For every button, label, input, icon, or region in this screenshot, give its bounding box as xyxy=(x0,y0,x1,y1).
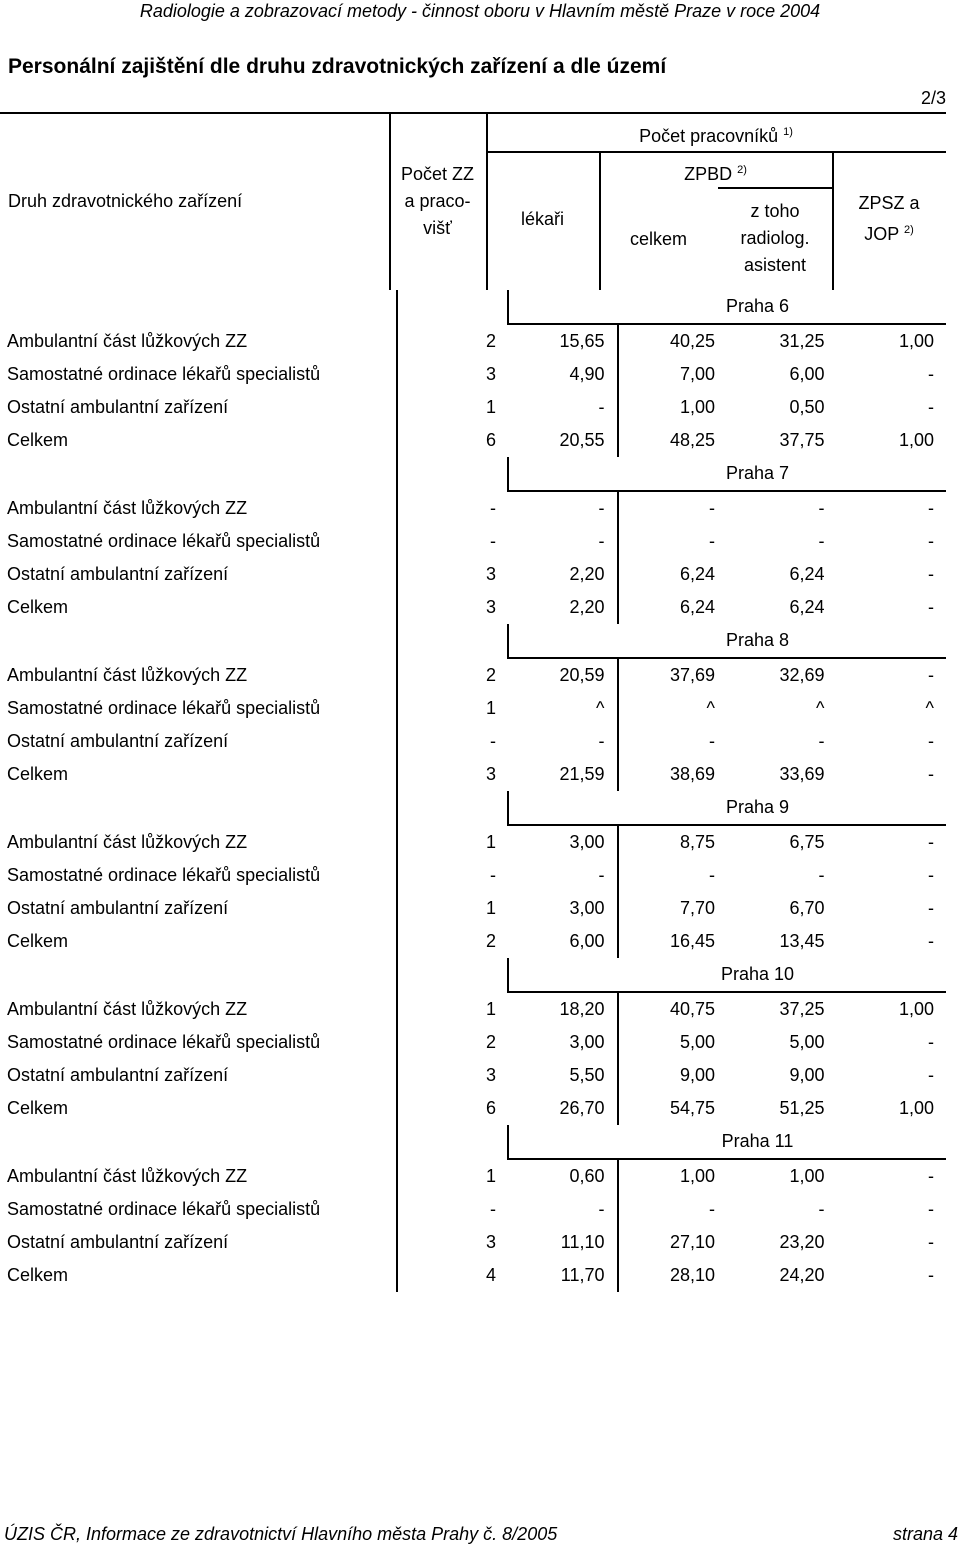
table-row xyxy=(0,859,946,892)
facility-type-cell: Ostatní ambulantní zařízení xyxy=(7,1065,229,1085)
facility-count-cell: 6 xyxy=(397,424,508,457)
facility-count-cell: 2 xyxy=(397,925,508,958)
table-row xyxy=(0,491,946,525)
zpsz-cell: 1,00 xyxy=(898,331,934,351)
zpsz-cell: - xyxy=(928,531,934,551)
zpbd-radiology-cell: ^ xyxy=(816,698,825,718)
doctors-cell: 2,20 xyxy=(569,564,605,584)
section-spacer xyxy=(397,1125,508,1159)
zpbd-total-cell: 40,75 xyxy=(618,992,728,1026)
table-row xyxy=(0,992,946,1026)
table-row xyxy=(0,692,946,725)
facility-count-cell: 3 xyxy=(397,591,508,624)
table-row xyxy=(0,1226,946,1259)
zpsz-cell: - xyxy=(928,1032,934,1052)
facility-count-cell: - xyxy=(397,1193,508,1226)
facility-type-cell: Celkem xyxy=(7,764,69,784)
section-title: Praha 11 xyxy=(508,1125,946,1159)
facility-type-cell: Samostatné ordinace lékařů specialistů xyxy=(7,865,321,885)
col-header-radiology-line1: z toho xyxy=(750,201,800,221)
page-title: Personální zajištění dle druhu zdravotnických zařízení a dle území xyxy=(8,55,667,78)
zpsz-cell: - xyxy=(928,498,934,518)
section-title: Praha 7 xyxy=(508,457,946,491)
facility-type-cell: Ambulantní část lůžkových ZZ xyxy=(7,330,248,351)
zpsz-cell: - xyxy=(928,564,934,584)
footer-source: ÚZIS ČR, Informace ze zdravotnictví Hlavního města Prahy č. 8/2005 xyxy=(4,1524,558,1544)
facility-type-cell: Ambulantní část lůžkových ZZ xyxy=(7,664,248,685)
section-spacer xyxy=(0,1125,397,1159)
zpbd-radiology-cell: - xyxy=(818,1199,825,1219)
section-spacer xyxy=(397,958,508,992)
zpbd-total-cell: 5,00 xyxy=(618,1026,728,1059)
table-body xyxy=(0,290,946,1292)
zpbd-total-cell: 48,25 xyxy=(618,424,728,457)
section-title: Praha 8 xyxy=(508,624,946,658)
table-row xyxy=(0,1059,946,1092)
col-header-count-line3: višť xyxy=(423,218,452,238)
doctors-cell: 4,90 xyxy=(569,364,605,384)
zpsz-cell: - xyxy=(928,898,934,918)
col-header-radiology-line3: asistent xyxy=(743,255,807,275)
zpbd-radiology-cell: 31,25 xyxy=(779,331,825,351)
zpbd-total-cell: - xyxy=(618,491,728,525)
col-header-count xyxy=(389,161,486,242)
facility-count-cell: 4 xyxy=(397,1259,508,1292)
zpbd-total-cell: ^ xyxy=(618,692,728,725)
doctors-cell: - xyxy=(598,531,605,551)
zpbd-total-cell: - xyxy=(618,1193,728,1226)
footnote-ref: 2) xyxy=(903,224,914,236)
title-rule xyxy=(0,112,946,114)
doctors-cell: 2,20 xyxy=(569,597,605,617)
doctors-cell: 6,00 xyxy=(569,931,605,951)
section-spacer xyxy=(397,457,508,491)
zpbd-radiology-cell: 6,24 xyxy=(789,597,825,617)
section-header-row xyxy=(0,457,946,491)
facility-type-cell: Ambulantní část lůžkových ZZ xyxy=(7,831,248,852)
facility-count-cell: 2 xyxy=(397,658,508,692)
facility-count-cell: - xyxy=(397,725,508,758)
doctors-cell: - xyxy=(598,731,605,751)
facility-type-cell: Samostatné ordinace lékařů specialistů xyxy=(7,1032,321,1052)
zpbd-radiology-cell: 51,25 xyxy=(779,1098,825,1118)
col-header-zpsz-label: JOP xyxy=(864,224,899,244)
zpbd-radiology-cell: 13,45 xyxy=(779,931,825,951)
col-header-zpbd-label: ZPBD xyxy=(684,164,733,184)
facility-count-cell: - xyxy=(397,491,508,525)
facility-type-cell: Ostatní ambulantní zařízení xyxy=(7,397,229,417)
facility-type-cell: Ostatní ambulantní zařízení xyxy=(7,1232,229,1252)
table-row xyxy=(0,391,946,424)
facility-type-cell: Celkem xyxy=(7,1265,69,1285)
table-row xyxy=(0,1259,946,1292)
zpbd-radiology-cell: 6,75 xyxy=(789,832,825,852)
zpsz-cell: - xyxy=(928,364,934,384)
zpbd-total-cell: - xyxy=(618,725,728,758)
facility-type-cell: Celkem xyxy=(7,597,69,617)
facility-type-cell: Ostatní ambulantní zařízení xyxy=(7,731,229,751)
zpbd-radiology-cell: - xyxy=(818,498,825,518)
zpsz-cell: - xyxy=(928,1232,934,1252)
doctors-cell: 21,59 xyxy=(559,764,605,784)
zpbd-radiology-cell: 24,20 xyxy=(779,1265,825,1285)
zpsz-cell: - xyxy=(928,665,934,685)
footnote-ref: 1) xyxy=(783,126,793,138)
col-header-zpsz xyxy=(832,190,946,248)
table-row xyxy=(0,725,946,758)
zpsz-cell: - xyxy=(928,597,934,617)
header-rule xyxy=(486,151,946,153)
facility-type-cell: Celkem xyxy=(7,931,69,951)
section-spacer xyxy=(0,457,397,491)
table-row xyxy=(0,892,946,925)
zpbd-total-cell: 1,00 xyxy=(618,391,728,424)
col-header-workers xyxy=(486,119,946,150)
facility-count-cell: 3 xyxy=(397,558,508,591)
zpbd-radiology-cell: 6,00 xyxy=(789,364,825,384)
zpbd-radiology-cell: - xyxy=(818,731,825,751)
facility-count-cell: 2 xyxy=(397,324,508,358)
col-header-radiology-line2: radiolog. xyxy=(740,228,810,248)
doctors-cell: 0,60 xyxy=(569,1166,605,1186)
section-spacer xyxy=(0,290,397,324)
zpbd-radiology-cell: 9,00 xyxy=(789,1065,825,1085)
zpbd-radiology-cell: - xyxy=(818,531,825,551)
doctors-cell: 3,00 xyxy=(569,1032,605,1052)
doctors-cell: - xyxy=(598,397,605,417)
zpsz-cell: 1,00 xyxy=(898,1098,934,1118)
facility-type-cell: Samostatné ordinace lékařů specialistů xyxy=(7,531,321,551)
table-row xyxy=(0,424,946,457)
zpsz-cell: - xyxy=(928,1265,934,1285)
zpsz-cell: - xyxy=(928,832,934,852)
facility-count-cell: 1 xyxy=(397,1159,508,1193)
zpbd-total-cell: 7,70 xyxy=(618,892,728,925)
zpsz-cell: - xyxy=(928,764,934,784)
col-header-count-line1: Počet ZZ xyxy=(400,164,475,184)
facility-type-cell: Ambulantní část lůžkových ZZ xyxy=(7,1165,248,1186)
zpbd-total-cell: 16,45 xyxy=(618,925,728,958)
section-spacer xyxy=(0,624,397,658)
facility-type-cell: Samostatné ordinace lékařů specialistů xyxy=(7,1199,321,1219)
facility-type-cell: Celkem xyxy=(7,430,69,450)
zpbd-total-cell: 38,69 xyxy=(618,758,728,791)
facility-type-cell: Samostatné ordinace lékařů specialistů xyxy=(7,364,321,384)
facility-count-cell: 3 xyxy=(397,1226,508,1259)
zpbd-radiology-cell: 5,00 xyxy=(789,1032,825,1052)
section-header-row xyxy=(0,624,946,658)
zpbd-total-cell: 37,69 xyxy=(618,658,728,692)
table-row xyxy=(0,1092,946,1125)
table-row xyxy=(0,925,946,958)
zpbd-total-cell: 6,24 xyxy=(618,558,728,591)
zpbd-radiology-cell: 23,20 xyxy=(779,1232,825,1252)
facility-count-cell: - xyxy=(397,859,508,892)
section-spacer xyxy=(397,624,508,658)
section-header-row xyxy=(0,958,946,992)
table-row xyxy=(0,825,946,859)
facility-count-cell: 3 xyxy=(397,1059,508,1092)
table-row xyxy=(0,1159,946,1193)
doctors-cell: 11,70 xyxy=(560,1265,605,1285)
zpsz-cell: 1,00 xyxy=(898,430,934,450)
zpsz-cell: 1,00 xyxy=(898,999,934,1019)
doctors-cell: 20,55 xyxy=(559,430,605,450)
zpsz-cell: ^ xyxy=(925,698,934,718)
section-spacer xyxy=(397,791,508,825)
doctors-cell: ^ xyxy=(596,698,605,718)
zpbd-total-cell: 9,00 xyxy=(618,1059,728,1092)
facility-count-cell: 3 xyxy=(397,358,508,391)
table-row xyxy=(0,1193,946,1226)
zpbd-radiology-cell: 6,70 xyxy=(789,898,825,918)
table-row xyxy=(0,758,946,791)
facility-type-cell: Ostatní ambulantní zařízení xyxy=(7,898,229,918)
doctors-cell: 3,00 xyxy=(569,898,605,918)
zpsz-cell: - xyxy=(928,1199,934,1219)
section-header-row xyxy=(0,290,946,324)
col-header-zpsz-line1: ZPSZ a xyxy=(858,193,920,213)
col-header-workers-label: Počet pracovníků xyxy=(639,126,779,146)
doctors-cell: - xyxy=(598,498,605,518)
zpsz-cell: - xyxy=(928,865,934,885)
zpsz-cell: - xyxy=(928,397,934,417)
section-spacer xyxy=(0,791,397,825)
doctors-cell: 20,59 xyxy=(559,665,605,685)
col-header-type: Druh zdravotnického zařízení xyxy=(8,191,243,211)
zpbd-total-cell: - xyxy=(618,525,728,558)
section-spacer xyxy=(397,290,508,324)
section-title: Praha 10 xyxy=(508,958,946,992)
table-row xyxy=(0,525,946,558)
running-header: Radiologie a zobrazovací metody - činnost oboru v Hlavním městě Praze v roce 2004 xyxy=(139,1,821,21)
facility-count-cell: 1 xyxy=(397,692,508,725)
facility-count-cell: 1 xyxy=(397,992,508,1026)
col-header-doctors: lékaři xyxy=(520,209,564,229)
section-header-row xyxy=(0,791,946,825)
table-row xyxy=(0,591,946,624)
facility-count-cell: 2 xyxy=(397,1026,508,1059)
section-title: Praha 6 xyxy=(508,290,946,324)
zpbd-radiology-cell: 33,69 xyxy=(779,764,825,784)
facility-type-cell: Ambulantní část lůžkových ZZ xyxy=(7,497,248,518)
doctors-cell: 18,20 xyxy=(559,999,605,1019)
zpbd-radiology-cell: - xyxy=(818,865,825,885)
facility-count-cell: 1 xyxy=(397,892,508,925)
zpbd-total-cell: 27,10 xyxy=(618,1226,728,1259)
page-label: 2/3 xyxy=(920,88,946,108)
facility-type-cell: Ostatní ambulantní zařízení xyxy=(7,564,229,584)
facility-count-cell: 1 xyxy=(397,825,508,859)
section-spacer xyxy=(0,958,397,992)
footer-page-number: strana 4 xyxy=(892,1524,958,1544)
section-title: Praha 9 xyxy=(508,791,946,825)
zpsz-cell: - xyxy=(928,731,934,751)
doctors-cell: 15,65 xyxy=(559,331,605,351)
zpsz-cell: - xyxy=(928,931,934,951)
zpbd-total-cell: 40,25 xyxy=(618,324,728,358)
facility-type-cell: Celkem xyxy=(7,1098,69,1118)
col-header-count-line2: a praco- xyxy=(404,191,471,211)
zpbd-radiology-cell: 32,69 xyxy=(779,665,825,685)
zpbd-radiology-cell: 1,00 xyxy=(789,1166,825,1186)
zpbd-radiology-cell: 37,75 xyxy=(779,430,825,450)
zpbd-radiology-cell: 0,50 xyxy=(789,397,825,417)
zpbd-radiology-cell: 6,24 xyxy=(789,564,825,584)
doctors-cell: 3,00 xyxy=(569,832,605,852)
doctors-cell: 11,10 xyxy=(560,1232,605,1252)
zpbd-total-cell: 1,00 xyxy=(618,1159,728,1193)
zpsz-cell: - xyxy=(928,1166,934,1186)
table-row xyxy=(0,1026,946,1059)
section-header-row xyxy=(0,1125,946,1159)
facility-type-cell: Ambulantní část lůžkových ZZ xyxy=(7,998,248,1019)
data-table xyxy=(0,290,946,1292)
table-row xyxy=(0,558,946,591)
facility-type-cell: Samostatné ordinace lékařů specialistů xyxy=(7,698,321,718)
table-row xyxy=(0,358,946,391)
zpbd-total-cell: 7,00 xyxy=(618,358,728,391)
zpbd-radiology-cell: 37,25 xyxy=(779,999,825,1019)
zpbd-total-cell: 8,75 xyxy=(618,825,728,859)
col-header-zpsz-line2 xyxy=(832,217,946,248)
doctors-cell: - xyxy=(598,1199,605,1219)
facility-count-cell: 6 xyxy=(397,1092,508,1125)
col-header-zpbd xyxy=(599,157,832,188)
col-header-zpbd-total: celkem xyxy=(629,229,687,249)
facility-count-cell: 1 xyxy=(397,391,508,424)
facility-count-cell: 3 xyxy=(397,758,508,791)
zpbd-total-cell: 28,10 xyxy=(618,1259,728,1292)
zpbd-total-cell: 54,75 xyxy=(618,1092,728,1125)
zpsz-cell: - xyxy=(928,1065,934,1085)
zpbd-total-cell: - xyxy=(618,859,728,892)
col-header-zpbd-radiology xyxy=(718,198,832,279)
facility-count-cell: - xyxy=(397,525,508,558)
zpbd-total-cell: 6,24 xyxy=(618,591,728,624)
doctors-cell: 26,70 xyxy=(559,1098,605,1118)
footnote-ref: 2) xyxy=(737,164,747,176)
table-row xyxy=(0,658,946,692)
doctors-cell: 5,50 xyxy=(569,1065,605,1085)
table-row xyxy=(0,324,946,358)
doctors-cell: - xyxy=(598,865,605,885)
